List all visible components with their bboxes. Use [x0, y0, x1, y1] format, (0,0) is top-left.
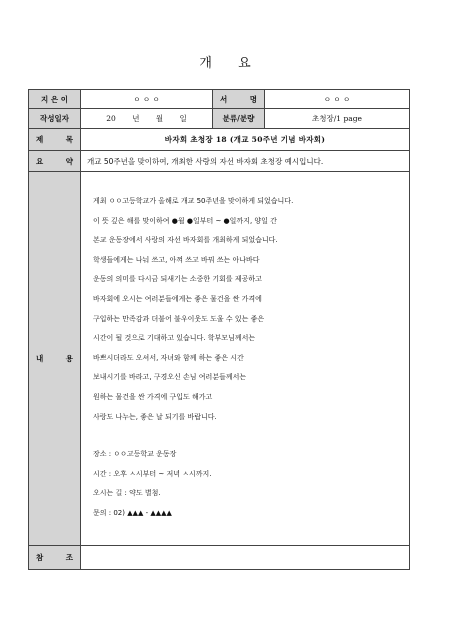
reference-row	[29, 546, 410, 570]
subject-value[interactable]: 바자회 초청장 18 (개교 50주년 기념 바자회)	[81, 129, 410, 151]
document-form	[28, 89, 410, 570]
content-line: 사랑도 나누는, 좋은 날 되기를 바랍니다.	[93, 412, 217, 421]
content-line: 이 뜻 깊은 해를 맞이하여 ●월 ●일부터 ~ ●일까지, 양일 간	[93, 216, 277, 225]
content-label: 내 용	[29, 172, 81, 546]
content-body[interactable]	[81, 172, 410, 546]
category-value[interactable]: 초청장/1 page	[265, 109, 410, 129]
signature-value[interactable]: ㅇ ㅇ ㅇ	[265, 90, 410, 109]
date-label: 작성일자	[29, 109, 81, 129]
signature-label: 서 명	[213, 90, 265, 109]
summary-row	[29, 151, 410, 172]
subject-row	[29, 129, 410, 151]
content-line: 원하는 물건을 싼 가격에 구입도 해가고	[93, 392, 213, 401]
page-title: 개 요	[199, 56, 251, 71]
content-line: 게최 ㅇㅇ고등학교가 올해로 개교 50주년을 맞이하게 되었습니다.	[93, 197, 294, 205]
detail-line: 시간 : 오후 ㅅ시부터 ~ 저녁 ㅅ시까지.	[93, 469, 212, 478]
content-line: 구입하는 만족감과 더불어 불우이웃도 도울 수 있는 좋은	[93, 314, 265, 323]
summary-label: 요 약	[29, 151, 81, 172]
category-label: 분류/분량	[213, 109, 265, 129]
content-line: 학생들에게는 나눠 쓰고, 아껴 쓰고 바꿔 쓰는 아나바다	[93, 255, 260, 264]
detail-line: 문의 : 02) ▲▲▲ - ▲▲▲▲	[93, 508, 172, 517]
content-line: 바자회에 오시는 여러분들에게는 좋은 물건을 싼 가격에	[93, 294, 262, 303]
content-line: 본교 운동장에서 사랑의 자선 바자회를 개최하게 되었습니다.	[93, 236, 278, 245]
author-row	[29, 90, 410, 109]
reference-label: 참 조	[29, 546, 81, 570]
detail-line: 오시는 길 : 약도 별첨.	[93, 489, 161, 498]
spacer	[93, 430, 409, 448]
author-value[interactable]: ㅇ ㅇ ㅇ	[81, 90, 213, 109]
content-line: 바쁘시더라도 오셔서, 자녀와 함께 하는 좋은 시간	[93, 353, 244, 362]
date-value[interactable]: 20 년 월 일	[81, 109, 213, 129]
content-line: 운동의 의미를 다시금 되새기는 소중한 기회를 제공하고	[93, 275, 262, 284]
date-row	[29, 109, 410, 129]
content-row	[29, 172, 410, 546]
reference-value[interactable]	[81, 546, 410, 570]
author-label: 지 은 이	[29, 90, 81, 109]
subject-label: 제 목	[29, 129, 81, 151]
content-line: 시간이 될 것으로 기대하고 있습니다. 학부모님께서는	[93, 334, 256, 343]
detail-line: 장소 : ㅇㅇ고등학교 운동장	[93, 450, 177, 459]
content-line: 보내시기를 바라고, 구경오신 손님 여러분들께서는	[93, 373, 247, 382]
summary-value[interactable]: 개교 50주년을 맞이하여, 개최한 사랑의 자선 바자회 초청장 예시입니다.	[81, 151, 410, 172]
